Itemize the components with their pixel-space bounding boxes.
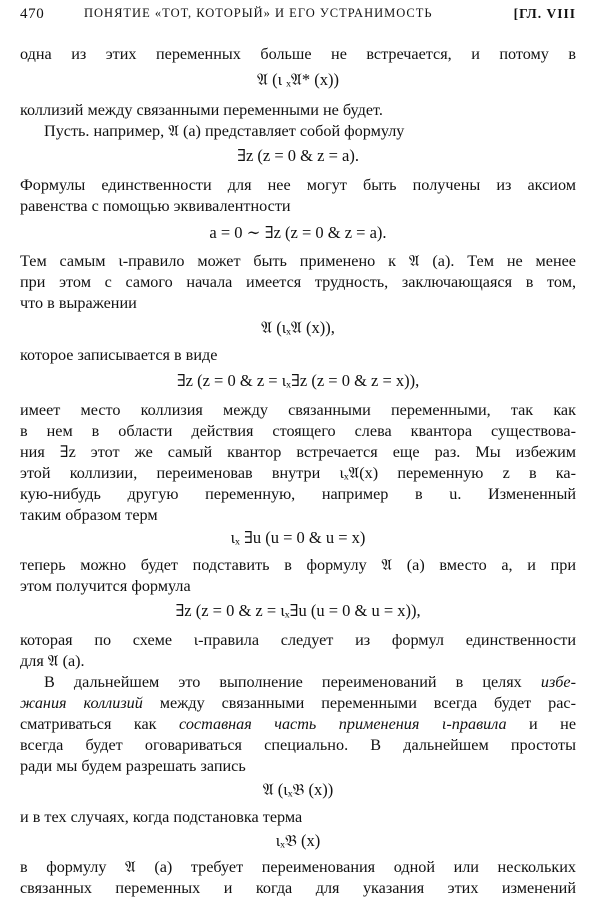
formula: ∃z (z = 0 & z = ιₓ∃u (u = 0 & u = x)), — [175, 601, 421, 620]
formula: ιₓ ∃u (u = 0 & u = x) — [230, 528, 366, 547]
emphasis: избе- — [540, 673, 576, 691]
emphasis: жания коллизий — [20, 694, 143, 712]
text-line: Тем самым ι-правило может быть применено к 𝔄 (a). Тем не менее — [20, 252, 576, 270]
text-line: которая по схеме ι-правила следует из формул единственности — [20, 631, 576, 649]
text-line: В дальнейшем это выполнение переименований в целях избе- — [44, 673, 576, 691]
formula: 𝔄 (ιₓ𝔅 (x)) — [262, 780, 334, 799]
text-line: сматриваться как составная часть применения ι-правила и не — [20, 715, 577, 733]
text-line: для 𝔄 (a). — [20, 652, 85, 670]
text-line: которое записывается в виде — [20, 346, 218, 364]
text-line: всегда будет оговариваться специально. В дальнейшем простоты — [20, 736, 576, 754]
formula: ∃z (z = 0 & z = a). — [237, 146, 359, 165]
text-line: имеет место коллизия между связанными переменными, так как — [20, 401, 576, 419]
text-line: связанных переменных и когда для указания этих изменений — [20, 879, 576, 897]
text-line: таким образом терм — [20, 506, 158, 524]
text-line: Формулы единственности для нее могут быть получены из аксиом — [20, 176, 576, 194]
formula: 𝔄 (ι ₓ𝔄* (x)) — [257, 70, 339, 89]
text-line: ради мы будем разрешать запись — [20, 757, 246, 775]
text-line: кую-нибудь другую переменную, например в u. Измененный — [20, 485, 576, 503]
formula: a = 0 ∼ ∃z (z = 0 & z = a). — [209, 223, 387, 242]
formula: 𝔄 (ιₓ𝔄 (x)), — [261, 318, 335, 337]
text-line: в нем в области действия стоящего слева квантора существова- — [20, 422, 576, 440]
text-line: одна из этих переменных больше не встречается, и потому в — [20, 45, 576, 63]
running-header — [20, 6, 576, 28]
text-line: в формулу 𝔄 (a) требует переименования одной или нескольких — [20, 858, 576, 876]
formula: ∃z (z = 0 & z = ιₓ∃z (z = 0 & z = x)), — [176, 371, 420, 390]
text-line: равенства с помощью эквивалентности — [20, 197, 291, 215]
formula: ιₓ𝔅 (x) — [275, 831, 321, 850]
text-line: и в тех случаях, когда подстановка терма — [20, 808, 303, 826]
text-line: что в выражении — [20, 294, 137, 312]
text-line: жания коллизий между связанными переменными всегда будет рас- — [20, 694, 576, 712]
text-line: ния ∃z этот же самый квантор встречается еще раз. Мы избежим — [20, 443, 576, 461]
text-line: Пусть. например, 𝔄 (a) представляет собой формулу — [44, 122, 405, 140]
text-line: теперь можно будет подставить в формулу 𝔄 (a) вместо a, и при — [20, 556, 576, 574]
chapter-label: [ГЛ. VIII — [513, 6, 576, 21]
page-number: 470 — [20, 6, 45, 22]
emphasis: составная часть применения ι-правила — [179, 715, 507, 733]
running-title: ПОНЯТИЕ «ТОТ, КОТОРЫЙ» И ЕГО УСТРАНИМОСТЬ — [84, 6, 433, 20]
text-line: этой коллизии, переименовав внутри ιₓ𝔄(x) переменную z в ка- — [20, 464, 576, 482]
text-line: этом получится формула — [20, 577, 191, 595]
text-line: коллизий между связанными переменными не будет. — [20, 101, 383, 119]
text-line: при этом с самого начала имеется трудность, заключающаяся в том, — [20, 273, 576, 291]
